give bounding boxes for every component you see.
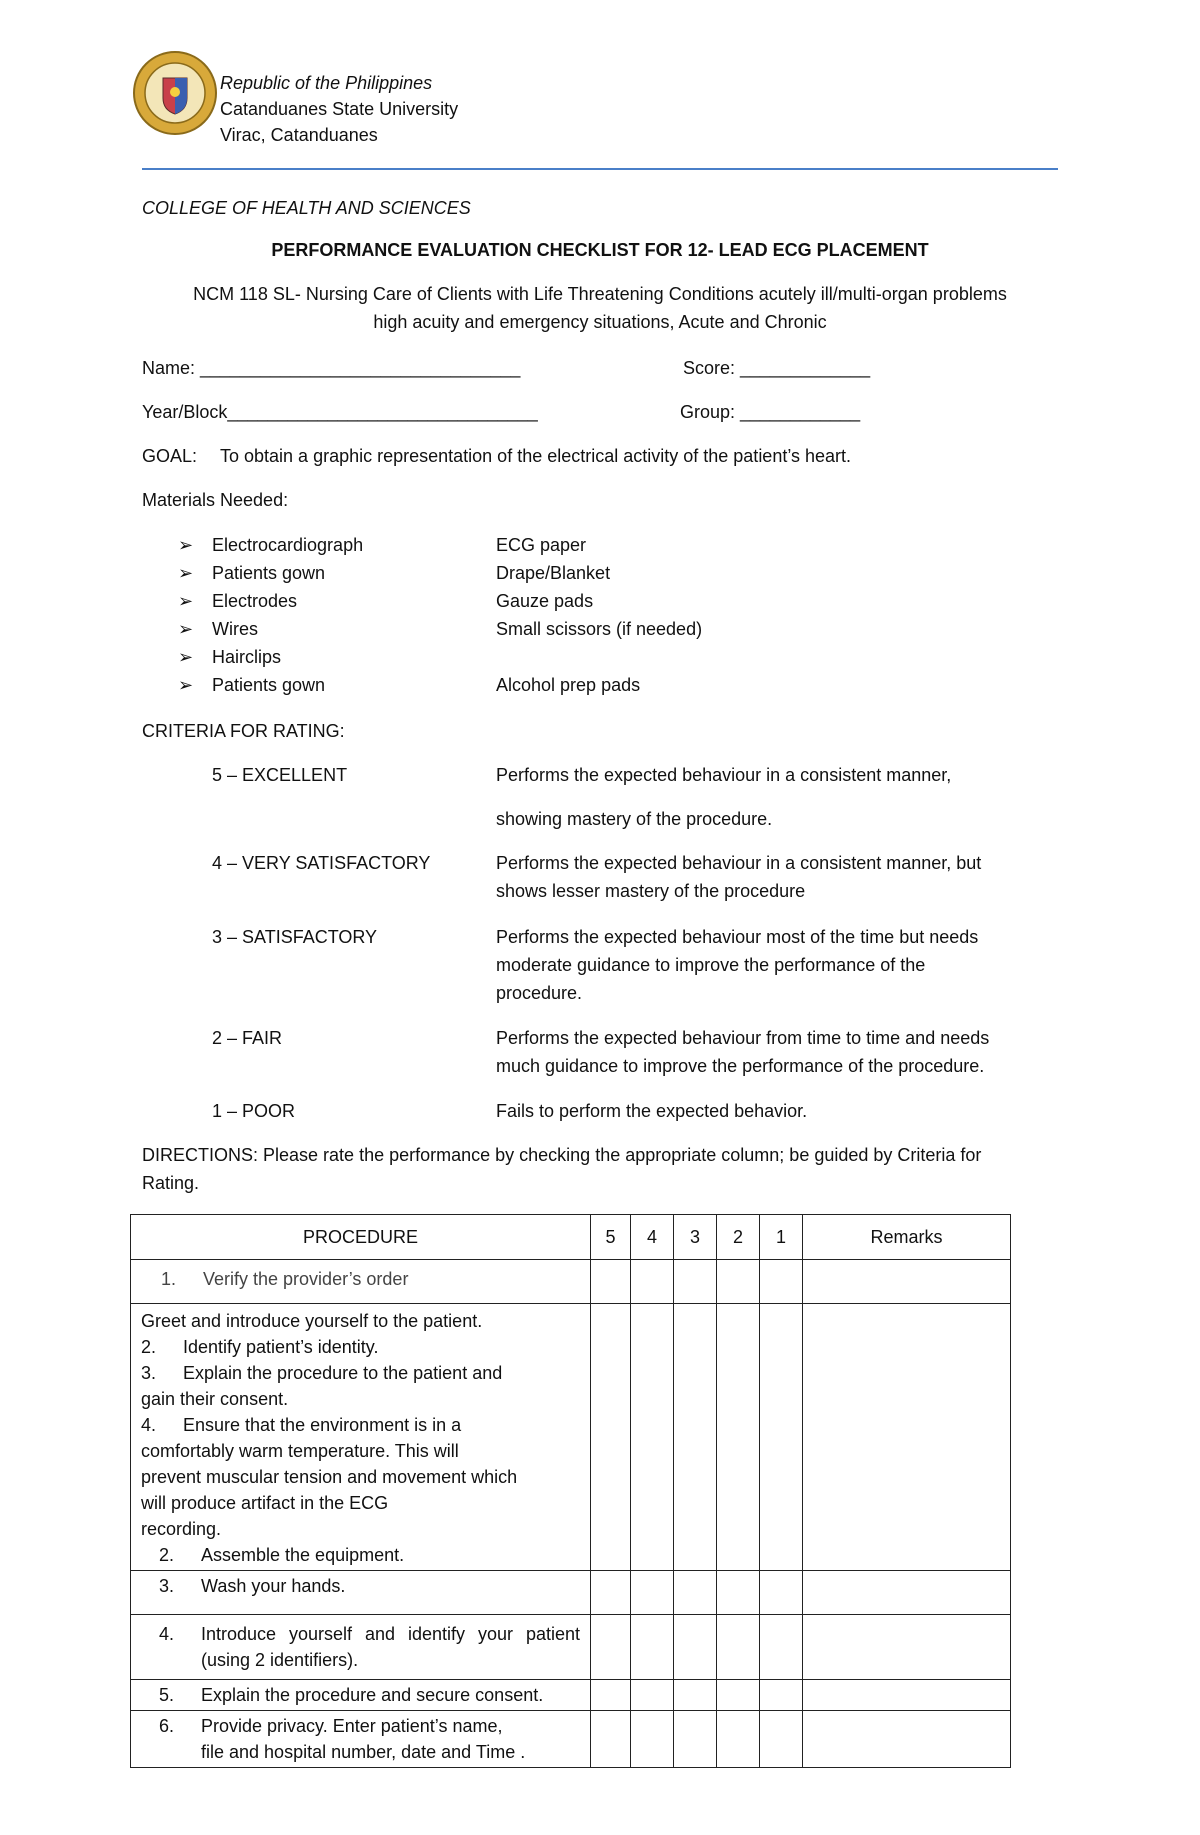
procedure-cell: 3. Wash your hands. xyxy=(131,1571,591,1615)
rating-cell[interactable] xyxy=(674,1304,717,1571)
column-header: 4 xyxy=(631,1215,674,1260)
criteria-desc: procedure. xyxy=(496,983,583,1003)
rating-cell[interactable] xyxy=(760,1304,803,1571)
procedure-cell: 5. Explain the procedure and secure consent. xyxy=(131,1680,591,1711)
university-seal xyxy=(132,50,218,136)
table-row xyxy=(131,1615,1011,1680)
rating-cell[interactable] xyxy=(631,1571,674,1615)
arrow-bullet-icon: ➢ xyxy=(178,535,194,555)
criteria-desc: Performs the expected behaviour most of the time but needs xyxy=(496,927,979,947)
materials-item: ➢ Electrocardiograph xyxy=(178,531,363,559)
rating-cell[interactable] xyxy=(760,1711,803,1768)
rating-cell[interactable] xyxy=(674,1711,717,1768)
rating-cell[interactable] xyxy=(717,1571,760,1615)
arrow-bullet-icon: ➢ xyxy=(178,563,194,583)
header-divider xyxy=(142,168,1058,170)
rating-cell[interactable] xyxy=(591,1571,631,1615)
arrow-bullet-icon: ➢ xyxy=(178,675,194,695)
score-field: Score: _____________ xyxy=(683,358,871,378)
criteria-label: 3 – SATISFACTORY xyxy=(212,927,378,947)
table-row xyxy=(131,1711,1011,1768)
course-line-1: NCM 118 SL- Nursing Care of Clients with Life Threatening Conditions acutely ill/multi-organ problems xyxy=(193,284,1007,304)
header-block xyxy=(220,70,458,148)
rating-cell[interactable] xyxy=(717,1680,760,1711)
materials-item: ➢ Wires xyxy=(178,615,258,643)
materials-item: ➢ Electrodes xyxy=(178,587,297,615)
group-field: Group: ____________ xyxy=(680,402,861,422)
page-title: PERFORMANCE EVALUATION CHECKLIST FOR 12- LEAD ECG PLACEMENT xyxy=(271,240,929,260)
rating-cell[interactable] xyxy=(760,1680,803,1711)
remarks-cell[interactable] xyxy=(803,1680,1011,1711)
rating-cell[interactable] xyxy=(631,1615,674,1680)
arrow-bullet-icon: ➢ xyxy=(178,647,194,667)
directions-line-2: Rating. xyxy=(142,1173,200,1193)
year-block-field: Year/Block_______________________________ xyxy=(142,402,538,422)
criteria-label: 4 – VERY SATISFACTORY xyxy=(212,853,431,873)
rating-cell[interactable] xyxy=(674,1571,717,1615)
criteria-label: 2 – FAIR xyxy=(212,1028,283,1048)
rating-cell[interactable] xyxy=(591,1680,631,1711)
column-header: Remarks xyxy=(803,1215,1011,1260)
column-header: 1 xyxy=(760,1215,803,1260)
column-header: 5 xyxy=(591,1215,631,1260)
materials-item: ➢ Patients gown xyxy=(178,671,325,699)
materials-item-right: Gauze pads xyxy=(496,591,594,611)
table-row xyxy=(131,1260,1011,1304)
table-row xyxy=(131,1571,1011,1615)
materials-item-right: ECG paper xyxy=(496,535,587,555)
procedure-cell: 1. Verify the provider’s order xyxy=(131,1260,591,1304)
table-row xyxy=(131,1304,1011,1571)
remarks-cell[interactable] xyxy=(803,1304,1011,1571)
rating-cell[interactable] xyxy=(591,1711,631,1768)
rating-cell[interactable] xyxy=(591,1615,631,1680)
materials-item: ➢ Hairclips xyxy=(178,643,281,671)
rating-cell[interactable] xyxy=(760,1260,803,1304)
column-header: 2 xyxy=(717,1215,760,1260)
criteria-desc: moderate guidance to improve the performance of the xyxy=(496,955,926,975)
university-name: Catanduanes State University xyxy=(220,99,459,119)
directions-line-1: DIRECTIONS: Please rate the performance by checking the appropriate column; be guided by Criteria for xyxy=(142,1145,982,1165)
republic-text: Republic of the Philippines xyxy=(220,73,433,93)
rating-cell[interactable] xyxy=(631,1680,674,1711)
criteria-desc: Fails to perform the expected behavior. xyxy=(496,1101,808,1121)
remarks-cell[interactable] xyxy=(803,1711,1011,1768)
arrow-bullet-icon: ➢ xyxy=(178,591,194,611)
procedure-cell: 4. Introduce yourself and identify your patient (using 2 identifiers). xyxy=(131,1615,591,1680)
materials-heading: Materials Needed: xyxy=(142,490,289,510)
column-header: 3 xyxy=(674,1215,717,1260)
criteria-desc: Performs the expected behaviour in a consistent manner, but xyxy=(496,853,982,873)
rating-cell[interactable] xyxy=(631,1711,674,1768)
rating-cell[interactable] xyxy=(631,1260,674,1304)
rating-cell[interactable] xyxy=(717,1711,760,1768)
procedure-cell: 6. Provide privacy. Enter patient’s name, file and hospital number, date and Time . xyxy=(131,1711,591,1768)
materials-item-right: Small scissors (if needed) xyxy=(496,619,703,639)
rating-cell[interactable] xyxy=(760,1615,803,1680)
college-name: COLLEGE OF HEALTH AND SCIENCES xyxy=(142,198,471,218)
course-line-2: high acuity and emergency situations, Acute and Chronic xyxy=(373,312,827,332)
arrow-bullet-icon: ➢ xyxy=(178,619,194,639)
materials-item: ➢ Patients gown xyxy=(178,559,325,587)
rating-cell[interactable] xyxy=(674,1680,717,1711)
materials-item-right: Alcohol prep pads xyxy=(496,675,641,695)
remarks-cell[interactable] xyxy=(803,1571,1011,1615)
rating-cell[interactable] xyxy=(631,1304,674,1571)
rating-cell[interactable] xyxy=(717,1260,760,1304)
rating-cell[interactable] xyxy=(591,1260,631,1304)
table-row xyxy=(131,1680,1011,1711)
criteria-label: 1 – POOR xyxy=(212,1101,296,1121)
criteria-desc: showing mastery of the procedure. xyxy=(496,809,773,829)
remarks-cell[interactable] xyxy=(803,1615,1011,1680)
goal-label: GOAL: xyxy=(142,446,198,466)
rating-cell[interactable] xyxy=(591,1304,631,1571)
rating-cell[interactable] xyxy=(717,1304,760,1571)
criteria-label: 5 – EXCELLENT xyxy=(212,765,348,785)
criteria-desc: shows lesser mastery of the procedure xyxy=(496,881,806,901)
table-header-row xyxy=(131,1215,1011,1260)
goal-text: To obtain a graphic representation of the electrical activity of the patient’s heart. xyxy=(220,446,852,466)
criteria-heading: CRITERIA FOR RATING: xyxy=(142,721,345,741)
criteria-desc: much guidance to improve the performance of the procedure. xyxy=(496,1056,985,1076)
university-location: Virac, Catanduanes xyxy=(220,125,378,145)
rating-cell[interactable] xyxy=(717,1615,760,1680)
name-field: Name: ________________________________ xyxy=(142,358,521,378)
procedure-table xyxy=(130,1214,1011,1768)
procedure-cell: Greet and introduce yourself to the patient. 2. Identify patient’s identity. 3. Explain the procedure to the patient and gain their consent. 4. Ensure that the environment is in a comfortably warm temperature. This will prevent muscular tension and movement which will produce artifact in the ECG recording. 2. Assemble the equipment. xyxy=(131,1304,591,1571)
materials-item-right: Drape/Blanket xyxy=(496,563,611,583)
rating-cell[interactable] xyxy=(674,1260,717,1304)
rating-cell[interactable] xyxy=(760,1571,803,1615)
column-header: PROCEDURE xyxy=(131,1215,591,1260)
remarks-cell[interactable] xyxy=(803,1260,1011,1304)
criteria-desc: Performs the expected behaviour from time to time and needs xyxy=(496,1028,990,1048)
criteria-desc: Performs the expected behaviour in a consistent manner, xyxy=(496,765,952,785)
rating-cell[interactable] xyxy=(674,1615,717,1680)
